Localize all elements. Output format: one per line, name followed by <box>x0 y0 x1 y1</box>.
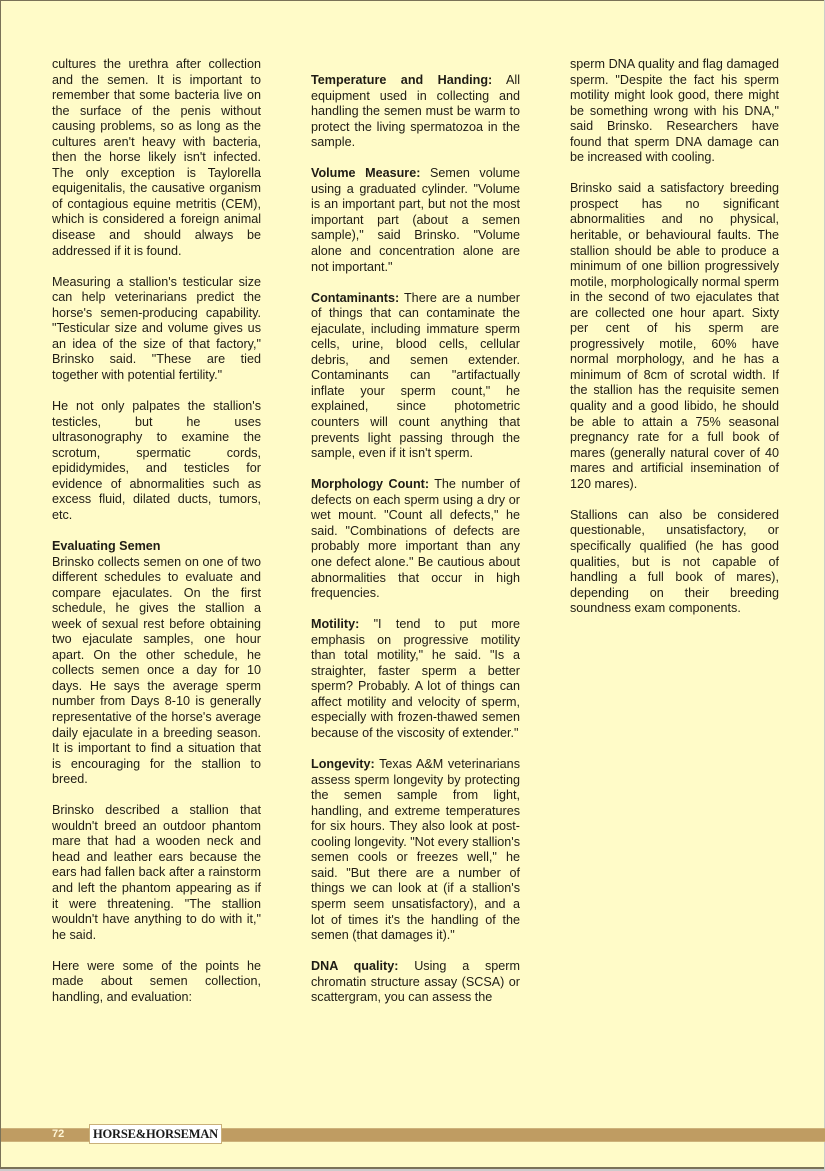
section-heading: Evaluating Semen <box>52 538 161 553</box>
point-dna-quality <box>311 959 520 1006</box>
point-text: Texas A&M veterinarians assess sperm longevity by protecting the semen sample from light, handling, and extreme temperatures for six hours. They also look at post-cooling longevity. "Not every stallion's semen cools or freezes well," he said. "But there are a number of things we can look at (if a stallion's sperm seem unsatisfactory), and a lot of times it's the handling of the semen (that damages it)." <box>311 757 520 943</box>
section-evaluating-semen <box>52 539 261 788</box>
point-text: All equipment used in collecting and handling the semen must be warm to protect the living spermatozoa in the sample. <box>311 73 520 150</box>
point-term: Volume Measure: <box>311 166 421 181</box>
point-contaminants <box>311 291 520 462</box>
paragraph-cultures: cultures the urethra after collection and the semen. It is important to remember that some bacteria live on the surface of the penis without causing problems, so as long as the cultures aren't heavy with bacteria, then the horse likely isn't infected. The only exception is Taylorella equigenitalis, the causative organism of contagious equine metritis (CEM), which is considered a foreign animal disease and should always be addressed if it is found. <box>52 57 261 258</box>
column-right <box>570 57 779 632</box>
paragraph-testicular-size: Measuring a stallion's testicular size can help veterinarians predict the horse's semen-producing capability. "Testicular size and volume gives us an idea of the size of that factory," Brinsko said. "These are tied together with potential fertility." <box>52 274 261 382</box>
point-term: Longevity: <box>311 757 375 772</box>
point-motility <box>311 617 520 741</box>
paragraph-phantom-mare: Brinsko described a stallion that wouldn't breed an outdoor phantom mare that had a wooden neck and head and leather ears because the ears had fallen back after a rainstorm and left the phantom appearing as if it were threatening. "The stallion wouldn't have anything to do with it," he said. <box>52 803 261 942</box>
column-middle <box>311 73 520 1021</box>
point-text: Using a sperm chromatin structure assay (SCSA) or scattergram, you can assess the <box>311 959 520 1005</box>
paragraph-satisfactory-prospect: Brinsko said a satisfactory breeding prospect has no significant abnormalities and no physical, heritable, or behavioural faults. The stallion should be able to produce a minimum of one billion progressively motile, morphologically normal sperm in the second of two ejaculates that are collected one hour apart. Sixty per cent of his sperm are progressively motile, 60% have normal morphology, and he has a minimum of 8cm of scrotal width. If the stallion has the requisite semen quality and a good libido, he should be able to attain a 75% seasonal pregnancy rate for a full book of mares (generally natural cover of 40 mares and artificial insemination of 120 mares). <box>570 181 779 491</box>
point-term: Motility: <box>311 617 360 632</box>
point-volume <box>311 166 520 275</box>
point-text: "I tend to put more emphasis on progressive motility than total motility," he said. "Is a straighter, faster sperm a better sperm? Probably. A lot of things can affect motility and velocity of sperm, especially with frozen-thawed semen because of the viscosity of extender." <box>311 617 520 740</box>
paragraph-points-intro: Here were some of the points he made about semen collection, handling, and evaluation: <box>52 958 261 1004</box>
paragraph-schedules: Brinsko collects semen on one of two different schedules to evaluate and compare ejaculates. On the first schedule, he gives the stallion a week of sexual rest before obtaining two ejaculate samples, one hour apart. On the other schedule, he collects semen once a day for 10 days. He says the average sperm number from Days 8-10 is generally representative of the horse's average daily ejaculate in a breeding season. It is important to find a situation that is encouraging for the stallion to breed. <box>52 554 261 787</box>
publication-logo: HORSE&HORSEMAN <box>89 1124 222 1144</box>
page-number: 72 <box>52 1128 65 1140</box>
paragraph-dna-damage: sperm DNA quality and flag damaged sperm. "Despite the fact his sperm motility might look good, there might be something wrong with his DNA," said Brinsko. Researchers have found that sperm DNA damage can be increased with cooling. <box>570 57 779 165</box>
point-longevity <box>311 757 520 944</box>
point-text: Semen volume using a graduated cylinder. "Volume is an important part, but not the most important part (about a semen sample)," said Brinsko. "Volume alone and concentration alone are not important." <box>311 166 520 274</box>
point-term: Contaminants: <box>311 290 400 305</box>
point-morphology <box>311 477 520 601</box>
paragraph-palpation: He not only palpates the stallion's testicles, but he uses ultrasonography to examine the scrotum, spermatic cords, epididymides, and testicles for evidence of abnormalities such as excess fluid, dilated ducts, tumors, etc. <box>52 399 261 522</box>
point-temperature <box>311 73 520 151</box>
point-term: Morphology Count: <box>311 477 430 492</box>
point-text: There are a number of things that can contaminate the ejaculate, including immature sperm cells, urine, blood cells, cellular debris, and semen extender. Contaminants can "artifactually inflate your sperm count," he explained, since photometric counters will count anything that prevents light passing through the sample, even if it isn't sperm. <box>311 290 520 461</box>
point-term: Temperature and Handing: <box>311 73 493 87</box>
paragraph-other-classifications: Stallions can also be considered questionable, unsatisfactory, or specifically qualified (he has good qualities, but is not capable of handling a full book of mares), depending on their breeding soundness exam components. <box>570 507 779 616</box>
point-term: DNA quality: <box>311 959 399 974</box>
point-text: The number of defects on each sperm using a dry or wet mount. "Count all defects," he said. "Combinations of defects are probably more important than any one defect alone." Be cautious about abnormalities that occur in high frequencies. <box>311 477 520 601</box>
column-left <box>52 57 261 1021</box>
